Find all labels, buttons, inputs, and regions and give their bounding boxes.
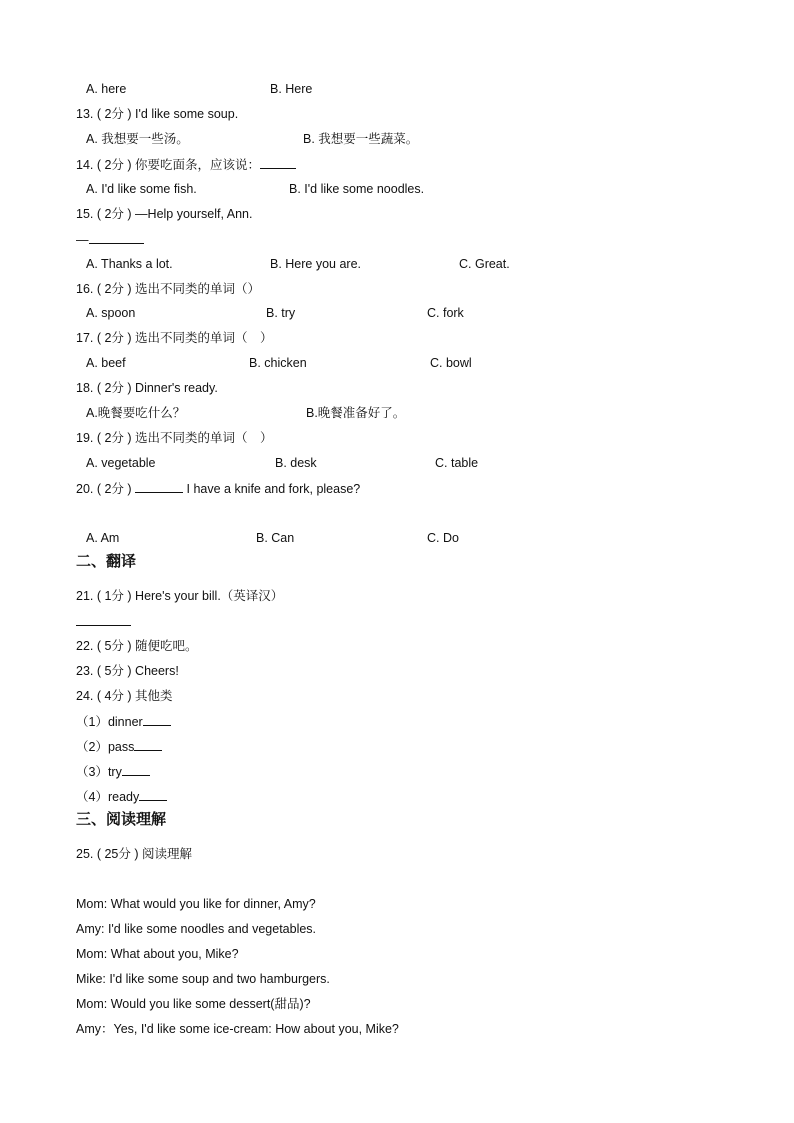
q14-stem (76, 156, 296, 173)
q12-option-a: A. here (86, 82, 127, 96)
q20-stem (76, 480, 360, 497)
dialogue-line: Amy: I'd like some noodles and vegetables. (76, 922, 317, 936)
q24-item-3-blank (122, 763, 150, 776)
q16-stem: 16. ( 2分 ) 选出不同类的单词（） (76, 282, 261, 296)
q17-option-c: C. bowl (430, 356, 472, 370)
q13-option-b: B. 我想要一些蔬菜。 (303, 132, 419, 146)
q19-option-b: B. desk (275, 456, 317, 470)
q15-reply-dash: — (76, 233, 89, 247)
q14-stem-text: 14. ( 2分 ) 你要吃面条，应该说： (76, 158, 261, 172)
q19-stem: 19. ( 2分 ) 选出不同类的单词（ ） (76, 431, 273, 445)
q13-stem: 13. ( 2分 ) I'd like some soup. (76, 107, 239, 121)
q18-stem: 18. ( 2分 ) Dinner's ready. (76, 381, 218, 395)
section-reading-heading: 三、阅读理解 (76, 811, 167, 828)
dialogue-line: Mom: Would you like some dessert(甜品)? (76, 997, 311, 1011)
q22-stem: 22. ( 5分 ) 随便吃吧。 (76, 639, 198, 653)
q24-item (76, 788, 167, 805)
q12-option-b: B. Here (270, 82, 313, 96)
q24-item-2-text: （2）pass (76, 740, 135, 754)
q24-item-2-blank (134, 738, 162, 751)
q21-stem: 21. ( 1分 ) Here's your bill.（英译汉） (76, 589, 284, 603)
q17-option-b: B. chicken (249, 356, 307, 370)
q21-answer-blank (76, 613, 131, 626)
q17-option-a: A. beef (86, 356, 126, 370)
dialogue-line: Mike: I'd like some soup and two hamburgers. (76, 972, 330, 986)
q19-option-a: A. vegetable (86, 456, 156, 470)
q15-option-a: A. Thanks a lot. (86, 257, 173, 271)
q13-option-a: A. 我想要一些汤。 (86, 132, 189, 146)
q24-item-4-text: （4）ready (76, 790, 140, 804)
q18-option-a: A.晚餐要吃什么？ (86, 406, 186, 420)
section-translation-heading: 二、翻译 (76, 553, 137, 570)
q23-stem: 23. ( 5分 ) Cheers! (76, 664, 179, 678)
q20-option-c: C. Do (427, 531, 459, 545)
q24-item-1-blank (143, 713, 171, 726)
q24-item (76, 713, 171, 730)
q18-option-b: B.晚餐准备好了。 (306, 406, 406, 420)
dialogue-line: Mom: What would you like for dinner, Amy? (76, 897, 316, 911)
q24-item (76, 763, 150, 780)
q20-stem-pre: 20. ( 2分 ) (76, 482, 136, 496)
q24-stem: 24. ( 4分 ) 其他类 (76, 689, 173, 703)
q15-option-c: C. Great. (459, 257, 510, 271)
q20-option-a: A. Am (86, 531, 120, 545)
q25-stem: 25. ( 25分 ) 阅读理解 (76, 847, 192, 861)
dialogue-line: Amy：Yes, I'd like some ice-cream: How about you, Mike? (76, 1022, 399, 1036)
q15-answer-blank (89, 231, 144, 244)
q15-reply (76, 231, 144, 248)
q21-answer-line (76, 613, 131, 630)
q15-option-b: B. Here you are. (270, 257, 362, 271)
q16-option-b: B. try (266, 306, 296, 320)
q19-option-c: C. table (435, 456, 479, 470)
q15-stem: 15. ( 2分 ) —Help yourself, Ann. (76, 207, 253, 221)
q24-item (76, 738, 162, 755)
q24-item-4-blank (139, 788, 167, 801)
q14-option-b: B. I'd like some noodles. (289, 182, 425, 196)
q20-option-b: B. Can (256, 531, 295, 545)
q20-stem-post: I have a knife and fork, please? (183, 482, 361, 496)
q17-stem: 17. ( 2分 ) 选出不同类的单词（ ） (76, 331, 273, 345)
q16-option-c: C. fork (427, 306, 464, 320)
q16-option-a: A. spoon (86, 306, 136, 320)
q24-item-1-text: （1）dinner (76, 715, 143, 729)
q14-option-a: A. I'd like some fish. (86, 182, 197, 196)
q24-item-3-text: （3）try (76, 765, 122, 779)
q14-answer-blank (260, 156, 296, 169)
q20-answer-blank (135, 480, 183, 493)
dialogue-line: Mom: What about you, Mike? (76, 947, 239, 961)
